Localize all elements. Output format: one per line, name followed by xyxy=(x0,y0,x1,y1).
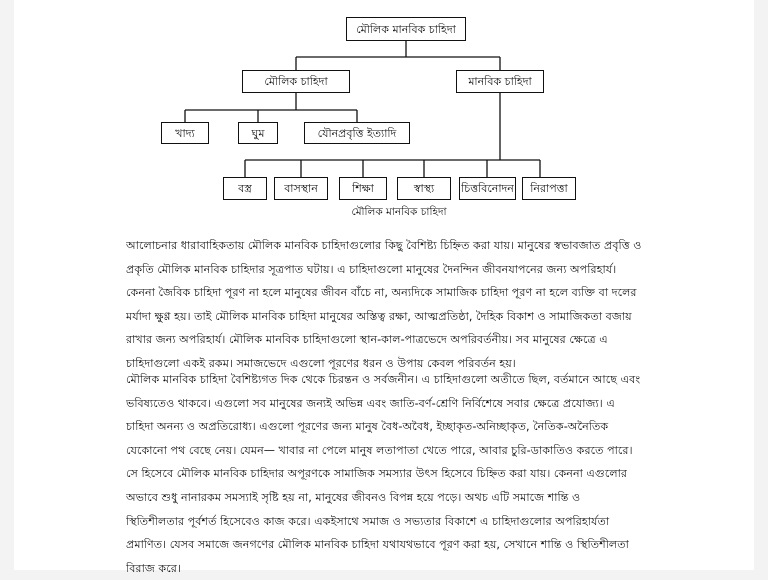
node-clothing: বস্ত্র xyxy=(223,177,267,200)
node-human-needs: মানবিক চাহিদা xyxy=(456,70,544,93)
paragraph-line: অভাবে শুধু নানারকম সমস্যাই সৃষ্টি হয় না, মানুষের জীবনও বিপন্ন হয়ে পড়ে। অথচ এটি সমাজে শান্তি ও xyxy=(126,490,581,504)
paragraph-line: প্রমাণিত। যেসব সমাজে জনগণের মৌলিক মানবিক চাহিদা যথাযথভাবে পূরণ করা হয়, সেখানে শান্তি ও স্থিতিশীলতা xyxy=(126,538,629,552)
paragraph-line: স্থিতিশীলতার পূর্বশর্ত হিসেবেও কাজ করে। একইসাথে সমাজ ও সভ্যতার বিকাশে এ চাহিদাগুলোর অপরিহার্যতা xyxy=(126,514,610,528)
document-page xyxy=(14,0,754,575)
paragraph-line: চাহিদা অনন্য ও অপ্রতিরোধ্য। এগুলো পূরণের জন্য মানুষ বৈধ-অবৈধ, ইচ্ছাকৃত-অনিচ্ছাকৃত, নৈতিক-অনৈতিক xyxy=(126,420,609,434)
node-basic-needs: মৌলিক চাহিদা xyxy=(242,70,350,93)
node-sex-drive: যৌনপ্রবৃত্তি ইত্যাদি xyxy=(304,122,410,144)
paragraph-line: চাহিদাগুলো একই রকম। সমাজভেদে এগুলো পূরণের ধরন ও উপায় কেবল পরিবর্তন হয়। xyxy=(126,356,516,370)
paragraph-2 xyxy=(126,368,686,580)
node-recreation: চিত্তবিনোদন xyxy=(459,177,516,200)
node-food: খাদ্য xyxy=(161,122,209,144)
paragraph-line: কেননা জৈবিক চাহিদা পূরণ না হলে মানুষের জীবন বাঁচে না, অন্যদিকে সামাজিক চাহিদা পূরণ না হলে ব্যক্তি বা দলের xyxy=(126,286,637,300)
node-sleep: ঘুম xyxy=(238,122,278,144)
node-education: শিক্ষা xyxy=(339,177,387,200)
paragraph-line: আলোচনার ধারাবাহিকতায় মৌলিক মানবিক চাহিদাগুলোর কিছু বৈশিষ্ট্য চিহ্নিত করা যায়। মানুষের স্বভাবজাত প্রবৃত্তি ও xyxy=(126,239,642,252)
paragraph-line: মর্যাদা ক্ষুণ্ণ হয়। তাই মৌলিক মানবিক চাহিদা মানুষের অস্তিত্ব রক্ষা, আত্মপ্রতিষ্ঠা, দৈহিক বিকাশ ও সামাজিকতা বজায় xyxy=(126,309,632,323)
paragraph-line: বিরাজ করে। xyxy=(126,561,181,575)
paragraph-line: প্রকৃতি মৌলিক মানবিক চাহিদার সূত্রপাত ঘটায়। এ চাহিদাগুলো মানুষের দৈনন্দিন জীবনযাপনের জন্য অপরিহার্য। xyxy=(126,262,617,276)
paragraph-line: যেকোনো পথ বেছে নেয়। যেমন— খাবার না পেলে মানুষ লতাপাতা খেতে পারে, আবার চুরি-ডাকাতিও করতে পারে। xyxy=(126,443,633,457)
paragraph-line: মৌলিক মানবিক চাহিদা বৈশিষ্ট্যগত দিক থেকে চিরন্তন ও সর্বজনীন। এ চাহিদাগুলো অতীতে ছিল, বর্তমানে আছে এবং xyxy=(126,373,641,386)
paragraph-1 xyxy=(126,234,686,376)
paragraph-line: ভবিষ্যতেও থাকবে। এগুলো সব মানুষের জন্যই অভিন্ন এবং জাতি-বর্ণ-শ্রেণি নির্বিশেষে সবার ক্ষেত্রে প্রযোজ্য। এ xyxy=(126,396,615,410)
node-housing: বাসস্থান xyxy=(274,177,328,200)
node-health: স্বাস্থ্য xyxy=(397,177,451,200)
paragraph-line: সে হিসেবে মৌলিক মানবিক চাহিদার অপূরণকে সামাজিক সমস্যার উৎস হিসেবে চিহ্নিত করা যায়। কেননা এগুলোর xyxy=(126,467,628,481)
node-security: নিরাপত্তা xyxy=(522,177,576,200)
node-root: মৌলিক মানবিক চাহিদা xyxy=(346,17,466,41)
paragraph-line: রাখার জন্য অপরিহার্য। মৌলিক মানবিক চাহিদাগুলো স্থান-কাল-পাত্রভেদে অপরিবর্তনীয়। সব মানুষের ক্ষেত্রে এ xyxy=(126,333,608,347)
diagram-caption: মৌলিক মানবিক চাহিদা xyxy=(351,206,447,218)
